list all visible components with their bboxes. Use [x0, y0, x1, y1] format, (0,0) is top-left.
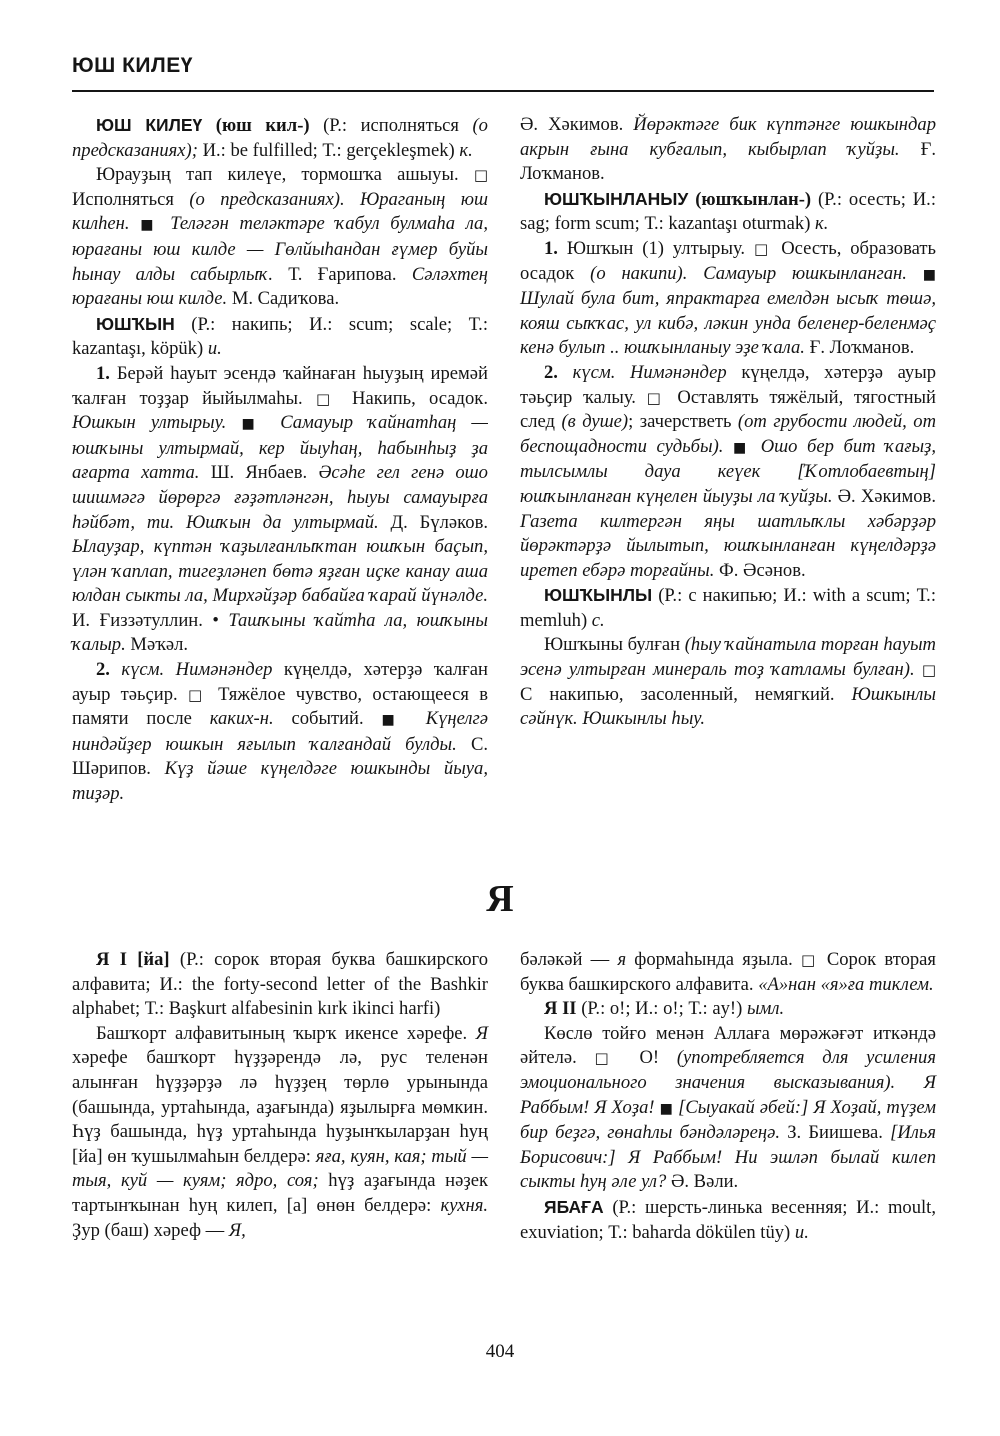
headword: ЮШҠЫН: [96, 313, 175, 334]
translations: (Р.: с накипью; И.: with a scum; Т.: memluh): [520, 585, 936, 631]
example-text: Самауыр ҡайнатһаң — юшҡыны ултырмай, кер йыуһаң, һабынһыҙ ҙа ағарта хатта.: [72, 412, 488, 484]
letter-section-heading: Я: [486, 878, 514, 920]
russian-sense: Тяжёлое чувство, остающееся в памяти после: [72, 683, 488, 730]
definition-text: күңелдә, хәтерҙә ҡалған ауыр тәьҫир.: [72, 659, 488, 705]
definition-text: Берәй һауыт эсендә ҡайнаған һыуҙың иремәй ҡалған тоҙҙар йыйылмаһы.: [72, 362, 488, 409]
column-bottom-left: [72, 948, 488, 1243]
sense-2: [520, 361, 936, 583]
entry-definition: [520, 1022, 936, 1195]
column-top-right: [520, 113, 936, 732]
bullet-icon: •: [212, 609, 219, 631]
sense-number: 1.: [544, 237, 558, 259]
translations: (Р.: о!; И.: о!; Т.: ay!): [576, 998, 743, 1020]
definition-italic: Нимәнәндер: [630, 361, 727, 383]
definition-text: Юшҡыны булған: [544, 634, 685, 656]
part-of-speech: и.: [207, 338, 222, 360]
russian-sense: С накипью, засоленный, немягкий.: [520, 683, 835, 705]
entry-definition: [72, 1022, 488, 1243]
definition-text: һүҙ аҙағында нәҙек тартынҡынан һуң килеп, [а] өнөн белдерә:: [72, 1170, 488, 1216]
example-text: Я Хоҙа!: [594, 1096, 655, 1118]
figurative-mark: күсм.: [572, 361, 616, 383]
example-words: кухня.: [440, 1194, 488, 1216]
sense-number: 2.: [544, 361, 558, 383]
sense-1: [520, 237, 936, 361]
part-of-speech: ымл.: [746, 998, 785, 1020]
headword: ЯБАҒА: [544, 1196, 604, 1217]
column-bottom-right: [520, 948, 936, 1245]
entry-ya-2: [520, 997, 936, 1022]
example-text: [Илья Борисович:] Я Раббым! Ни эшләп былай килеп сыкты һуң әле ул?: [520, 1122, 936, 1193]
headword: ЮШҠЫНЛАНЫУ: [544, 188, 689, 209]
entry-definition: [520, 633, 936, 731]
sense-number: 2.: [96, 659, 110, 681]
part-of-speech: к.: [459, 139, 473, 161]
russian-sense: Накипь, осадок.: [352, 387, 488, 409]
running-title: ЮШ КИЛЕҮ: [72, 54, 193, 77]
pronunciation: [йа]: [137, 949, 170, 970]
usage-note: (о предсказаниях).: [189, 188, 345, 210]
square-icon: □: [594, 1049, 622, 1068]
continued-text: [520, 948, 936, 997]
usage-note: (в душе): [561, 411, 629, 433]
example-source: Ш. Янбаев.: [210, 462, 308, 484]
usage-note: (употребляется для усиления эмоционального значения высказывания).: [520, 1047, 936, 1093]
usage-note: (о предсказаниях);: [72, 115, 488, 161]
example-text: Юшкынлы сәйнүк. Юшкынлы һыу.: [520, 683, 936, 730]
example-text: Теләгән теләктәре ҡабул булмаһа ла, юрағаны юш килде — Гөлйыһандан ғүмер буйы һынау алды сабырлыҡ.: [72, 213, 488, 285]
russian-sense: Оставлять тяжёлый, тягостный след: [520, 386, 936, 433]
entry-yushkynlanyu: [520, 187, 936, 237]
translations: (Р.: исполняться: [309, 115, 473, 136]
definition-text: күңелдә, хәтерҙә ауыр тәьҫир ҡалыу.: [520, 361, 937, 408]
entry-ya-1: [72, 948, 488, 1022]
example-source: Ғ. Лоҡманов.: [809, 337, 915, 359]
example-text: «А»нан «я»ға тиклем.: [758, 973, 934, 995]
example-source: С. Шәрипов.: [72, 733, 488, 780]
example-text: Ылауҙар, күптән ҡаҙылғанлыҡтан юшҡын баҫып, үлән ҡаплап, тигеҙләнеп бөтә яҙған иҫке канау аша юлдан сыкты ла, Мирхәйҙәр бабайға ҡарай йүнәлде.: [72, 536, 488, 607]
example-text: Күңелгә ниндәйҙер юшкын яғылып ҡалғандай булды.: [72, 708, 489, 755]
column-top-left: [72, 113, 488, 807]
black-square-icon: ■: [659, 1100, 674, 1117]
black-square-icon: ■: [733, 439, 752, 456]
example-source: Д. Бүләков.: [390, 511, 488, 533]
sense-1: [72, 362, 488, 658]
russian-sense: Исполняться: [72, 188, 174, 210]
usage-note: (һыу ҡайнатыла торған һауыт эсенә ултырған минераль тоҙ ҡатламы булған).: [520, 634, 936, 681]
russian-sense: событий.: [273, 708, 364, 730]
definition-italic: Нимәнәндер: [175, 659, 273, 681]
black-square-icon: ■: [241, 416, 266, 433]
black-square-icon: ■: [922, 266, 936, 283]
example-text: [Сыуакай әбей:] Я Хоҙай, түҙем бир беҙгә, гөнаһлы бәндәләреңә.: [520, 1096, 936, 1144]
square-icon: □: [646, 388, 667, 407]
letter-sample: Я: [475, 1022, 488, 1044]
definition-text: Юшҡын (1) ултырыу.: [566, 237, 746, 259]
letter-sample: Я,: [228, 1219, 246, 1241]
example-source: Ғ. Лоҡманов.: [520, 138, 937, 185]
square-icon: □: [800, 951, 819, 969]
translations: (Р.: осесть; И.: sag; form scum; Т.: kazantaşı oturmak): [520, 188, 936, 235]
headword: Я I: [96, 949, 127, 970]
headword-form: (юшҡынлан-): [695, 188, 812, 210]
russian-sense: О!: [639, 1047, 677, 1069]
headword: ЮШ КИЛЕҮ: [96, 115, 203, 135]
example-words: яға, куян, кая; тый — тыя, куй — куям; ядро, соя;: [72, 1145, 488, 1192]
entry-yushkynly: [520, 583, 936, 633]
example-text: Күҙ йәше күңелдәге юшкынды йыуа, тиҙәр.: [72, 758, 489, 805]
square-icon: □: [187, 685, 208, 704]
russian-sense: Осесть, образовать осадок: [520, 237, 937, 284]
russian-sense: ; зачерстветь: [628, 411, 738, 433]
example-source: З. Биишева.: [787, 1122, 883, 1144]
example-text: Юшкын ултырыу.: [72, 412, 227, 434]
example-source: Т. Ғарипова.: [288, 263, 397, 285]
definition-text: Юрауҙың тап килеүе, тормошҡа ашыуы.: [96, 164, 459, 186]
example-source: И. Ғиззәтуллин.: [72, 609, 203, 631]
usage-note: каких-н.: [209, 708, 274, 730]
page-number: 404: [485, 1341, 515, 1362]
example-source: Ә. Хәкимов.: [520, 114, 624, 135]
example-text: Самауыр юшкынланган.: [703, 262, 907, 284]
example-source: Ә. Хәкимов.: [837, 485, 936, 507]
definition-text: Көслө тойғо менән Аллаға мөрәжәғәт иткәндә әйтелә.: [520, 1022, 936, 1069]
example-text: Йөрәктәге бик күптәнге юшкындар акрын ғына кубғалып, кыбырлап ҡуйҙы.: [520, 114, 936, 160]
part-of-speech: к.: [815, 213, 829, 235]
square-icon: □: [473, 166, 488, 185]
headword: Я II: [544, 998, 577, 1020]
example-source: Мәҡәл.: [130, 634, 189, 656]
proverb-text: Ташҡыны ҡайтһа ла, юшҡыны ҡалыр.: [72, 609, 488, 656]
entry-definition: [72, 163, 488, 312]
example-source: М. Садиҡова.: [231, 288, 340, 310]
square-icon: □: [753, 239, 773, 258]
example-text: Ошо бер бит ҡағыҙ, тылсымлы дауа кеүек [Ҡотлобаевтың] юшҡынланған күңелен йыуҙы ла ҡуйҙы.: [520, 435, 936, 507]
example-source: Ә. Вәли.: [670, 1171, 739, 1193]
entry-yushkyn: [72, 312, 488, 362]
example-source: Ф. Әсәнов.: [719, 559, 806, 581]
usage-note: (о накипи).: [590, 262, 688, 284]
translations: (Р.: накипь; И.: scum; scale; Т.: kazantaşı, köpük): [72, 313, 488, 360]
continued-text: [520, 113, 936, 187]
part-of-speech: и.: [794, 1221, 809, 1243]
definition-text: хәрефе башҡорт һүҙҙәрендә лә, рус теленән алынған һүҙҙәрҙә лә һүҙҙең төрлө урынында (башында, уртаһында, аҙағында) яҙылырға мөмкин. Һүҙ башында, һүҙ уртаһында һуҙынҡыларҙан һуң [йа] өн ҡушылмаһын белдерә:: [72, 1047, 488, 1167]
definition-text: бәләкәй —: [520, 949, 618, 970]
sense-number: 1.: [96, 362, 110, 384]
definition-text: Ҙур (баш) хәреф —: [72, 1219, 229, 1241]
sense-2: [72, 658, 488, 807]
translations: (Р.: шерсть-линька весенняя; И.: moult, exuviation; Т.: baharda dökülen tüy): [520, 1196, 936, 1243]
example-text: Газета килтергән яңы шатлыҡлы хәбәрҙәр йөрәктәрҙә йылытып, юшҡынланған күңелдәрҙә иретеп ебәрә торғайны.: [520, 510, 936, 581]
translations: И.: be fulfilled; Т.: gerçekleşmek): [197, 139, 455, 161]
headword-form: (юш кил-): [215, 115, 310, 136]
figurative-mark: күсм.: [121, 659, 165, 681]
translations: (Р.: сорок вторая буква башкирского алфавита; И.: the forty-second letter of the Bashkir alphabet; Т.: Başkurt alfabesinin kırk ikinci harfi): [72, 949, 488, 1020]
usage-note: (от грубости людей, от беспощадности судьбы).: [520, 411, 936, 457]
example-text: Шулай була бит, япрактарға емелдән ысыҡ төшә, кояш сыҡҡас, ул кибә, ләкин унда беленер-беленмәҫ кенә булып .. юшҡынланыу эҙе ҡала.: [520, 288, 936, 359]
entry-yush-kileu: [72, 113, 488, 163]
letter-sample: я: [617, 949, 627, 970]
black-square-icon: ■: [381, 712, 408, 729]
example-text: Я Раббым!: [520, 1071, 936, 1118]
square-icon: □: [315, 389, 339, 408]
part-of-speech: с.: [591, 609, 605, 631]
definition-text: формаһында яҙыла.: [626, 949, 793, 970]
black-square-icon: ■: [140, 217, 160, 234]
headword: ЮШҠЫНЛЫ: [544, 585, 653, 606]
square-icon: □: [921, 661, 936, 680]
definition-text: Башҡорт алфавитының ҡырҡ икенсе хәрефе.: [96, 1022, 476, 1044]
russian-sense: Сорок вторая буква башкирского алфавита.: [520, 949, 936, 995]
header-rule: [72, 90, 934, 92]
example-text: Юраганың юш килһен.: [72, 188, 488, 235]
entry-yabaga: [520, 1195, 936, 1245]
example-text: Әсәһе гел генә ошо шишмәгә йөрөргә ғәҙәтләнгән, һыуы самауырға һәйбәт, ти. Юшҡын да ултырмай.: [72, 462, 488, 533]
example-text: Сәләхтең юрағаны юш килде.: [72, 263, 488, 310]
